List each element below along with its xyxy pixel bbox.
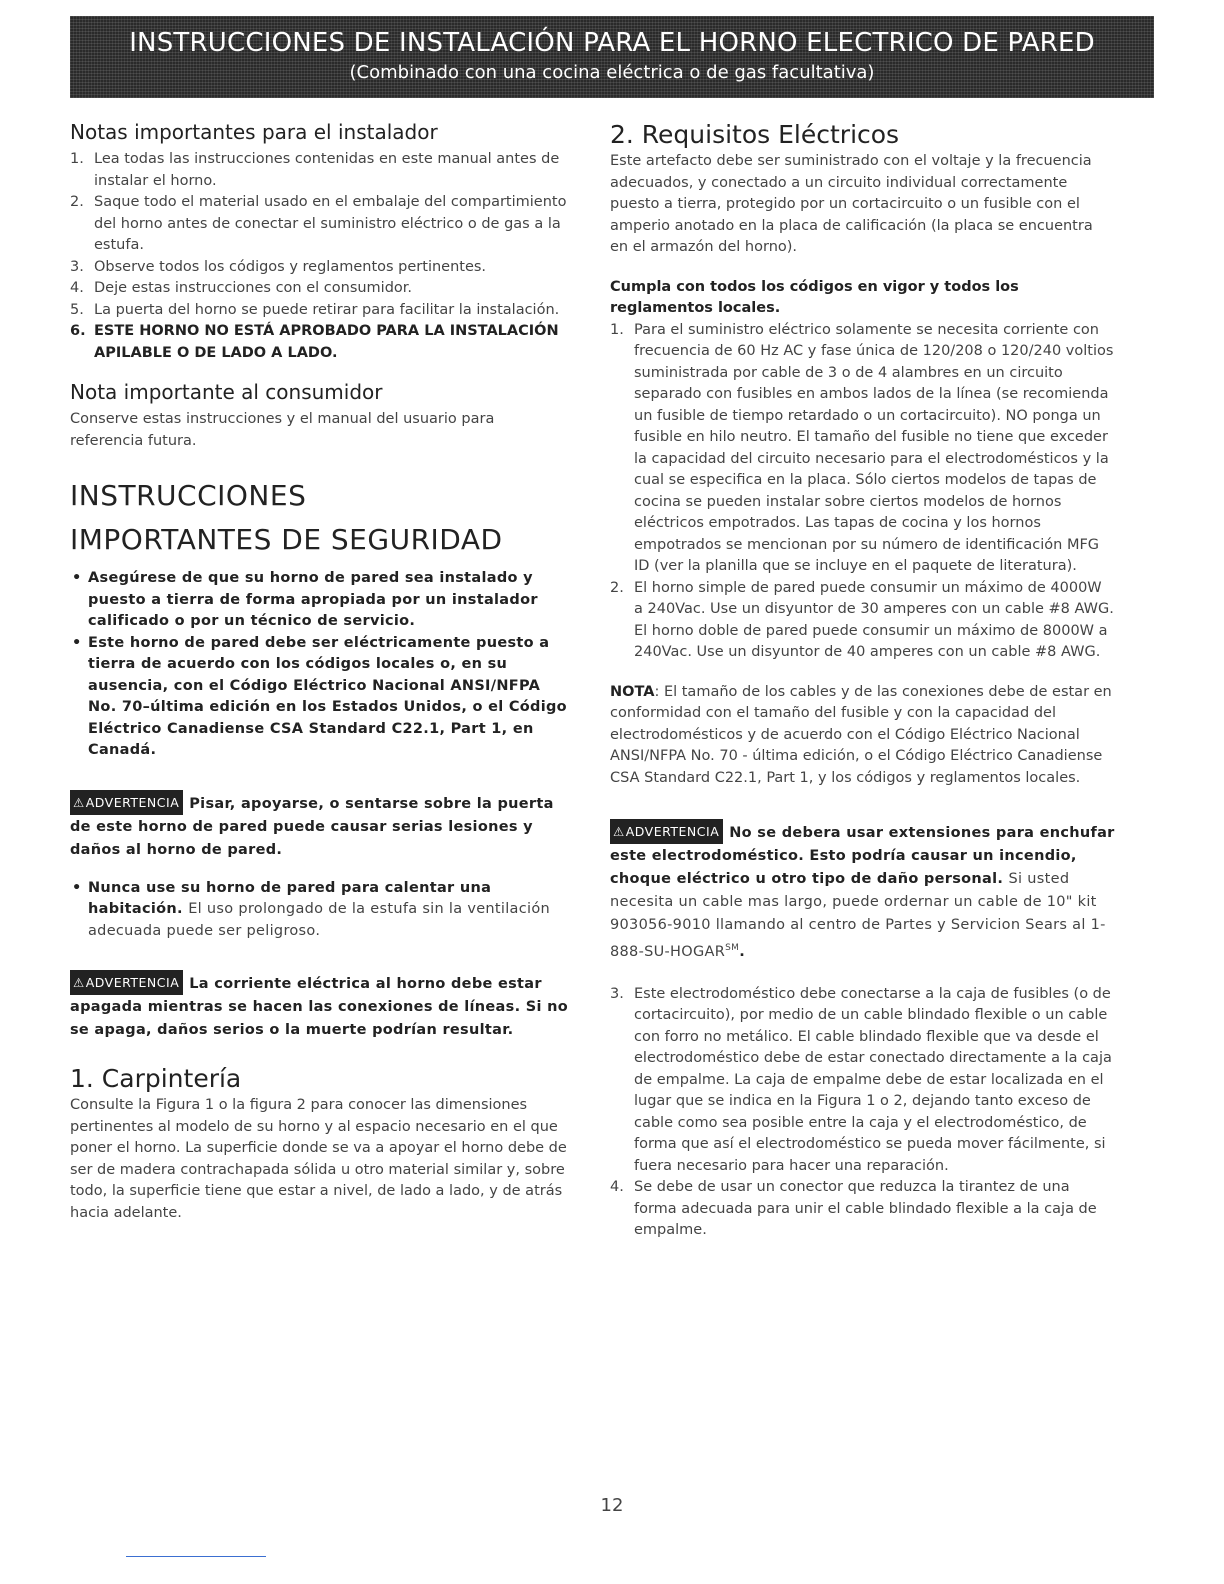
warning-triangle-icon: ⚠ bbox=[73, 975, 85, 990]
service-mark: SM bbox=[725, 943, 740, 953]
item-number: 1. bbox=[610, 321, 624, 338]
warning-triangle-icon: ⚠ bbox=[613, 824, 625, 839]
list-item bbox=[610, 1177, 1115, 1242]
bullet-icon: • bbox=[72, 634, 82, 651]
warning-badge bbox=[610, 819, 723, 844]
warning-text: No se debera usar extensiones para enchufar este electrodoméstico. Esto podría causar un incendio, choque eléctrico u otro tipo de daño personal. bbox=[610, 825, 1115, 887]
list-item bbox=[70, 192, 570, 257]
electrical-list-a bbox=[610, 320, 1115, 664]
warning-paragraph bbox=[70, 970, 570, 1042]
item-number: 4. bbox=[70, 280, 84, 296]
bullet-text: Este horno de pared debe ser eléctricamente puesto a tierra de acuerdo con los códigos locales o, en su ausencia, con el Código Eléctrico Nacional ANSI/NFPA No. 70–última edición en los Estados Unidos, o el Código Eléctrico Canadiense CSA Standard C22.1, Part 1, en Canadá. bbox=[88, 634, 567, 758]
item-number: 1. bbox=[70, 151, 84, 167]
item-text: La puerta del horno se puede retirar para facilitar la instalación. bbox=[94, 301, 560, 318]
carpentry-heading: 1. Carpintería bbox=[70, 1064, 242, 1093]
warning-detail-text: Si usted necesita un cable mas largo, puede ordernar un cable de 10" kit 903056-9010 llamando al centro de Partes y Servicion Sears al 1-888-SU-HOGAR bbox=[610, 871, 1106, 960]
item-number: 5. bbox=[70, 301, 84, 318]
safety-title-line2: IMPORTANTES DE SEGURIDAD bbox=[70, 523, 503, 556]
consumer-note-heading: Nota importante al consumidor bbox=[70, 380, 383, 404]
warning-text: La corriente eléctrica al horno debe estar apagada mientras se hacen las conexiones de líneas. Si no se apaga, daños serios o la muerte podrían resultar. bbox=[70, 976, 568, 1038]
note-paragraph bbox=[610, 682, 1115, 790]
warning-paragraph bbox=[70, 790, 570, 862]
bullet-text: Asegúrese de que su horno de pared sea instalado y puesto a tierra de forma apropiada por un instalador calificado o por un técnico de servicio. bbox=[88, 570, 538, 629]
item-text: Saque todo el material usado en el embalaje del compartimiento del horno antes de conectar el suministro eléctrico o de gas a la estufa. bbox=[94, 194, 567, 253]
item-text: ESTE HORNO NO ESTÁ APROBADO PARA LA INSTALACIÓN APILABLE O DE LADO A LADO. bbox=[94, 323, 559, 361]
consumer-note-text: Conserve estas instrucciones y el manual del usuario para referencia futura. bbox=[70, 411, 495, 449]
electrical-list-b bbox=[610, 984, 1115, 1242]
list-item bbox=[70, 321, 570, 364]
list-item bbox=[610, 320, 1115, 578]
warning-badge bbox=[70, 970, 183, 995]
warning-badge-label: ADVERTENCIA bbox=[85, 794, 180, 810]
item-text: Para el suministro eléctrico solamente se necesita corriente con frecuencia de 60 Hz AC y fase única de 120/208 o 120/240 voltios suministrada por cable de 3 o de 4 alambres en un circuito separado con fusibles en ambos lados de la línea (se recomienda un fusible de tiempo retardado o un cortacircuito). NO ponga un fusible en hilo neutro. El tamaño del fusible no tiene que exceder la capacidad del circuito necesario para el electrodomésticos y la cual se especifica en la placa. Sólo ciertos modelos de tapas de cocina se pueden instalar sobre ciertos modelos de hornos eléctricos empotrados. Las tapas de cocina y los hornos empotrados se mencionan por su número de identificación MFG ID (ver la planilla que se incluye en el paquete de literatura). bbox=[634, 321, 1114, 574]
warning-badge bbox=[70, 790, 183, 815]
right-column bbox=[610, 120, 1115, 1242]
item-text: Lea todas las instrucciones contenidas en este manual antes de instalar el horno. bbox=[94, 151, 560, 189]
comply-statement: Cumpla con todos los códigos en vigor y todos los reglamentos locales. bbox=[610, 278, 1019, 316]
bullet-bold-text: Nunca use su horno de pared para calentar una habitación. bbox=[88, 879, 492, 917]
banner-title: INSTRUCCIONES DE INSTALACIÓN PARA EL HORNO ELECTRICO DE PARED bbox=[129, 28, 1095, 58]
title-banner bbox=[70, 16, 1154, 98]
footer-line bbox=[126, 1556, 266, 1557]
item-text: Se debe de usar un conector que reduzca la tirantez de una forma adecuada para unir el cable blindado flexible a la caja de empalme. bbox=[634, 1179, 1097, 1239]
list-item bbox=[70, 300, 570, 322]
note-text: : El tamaño de los cables y de las conexiones debe de estar en conformidad con el tamaño del fusible y con la capacidad del electrodomésticos y de acuerdo con el Código Eléctrico Nacional ANSI/NFPA No. 70 - última edición, o el Código Eléctrico Canadiense CSA Standard C22.1, Part 1, y los códigos y reglamentos locales. bbox=[610, 683, 1112, 786]
warning-badge-label: ADVERTENCIA bbox=[85, 975, 180, 990]
electrical-heading: 2. Requisitos Eléctricos bbox=[610, 120, 900, 149]
item-text: Deje estas instrucciones con el consumidor. bbox=[94, 280, 413, 296]
carpentry-text: Consulte la Figura 1 o la figura 2 para conocer las dimensiones pertinentes al modelo de su horno y al espacio necesario en el que poner el horno. La superficie donde se va a apoyar el horno debe de ser de madera contrachapada sólida u otro material similar y, sobre todo, la superficie tiene que estar a nivel, de lado a lado, y de atrás hacia adelante. bbox=[70, 1097, 567, 1221]
list-item bbox=[610, 578, 1115, 664]
list-item bbox=[610, 984, 1115, 1178]
warning-paragraph: ⚠ADVERTENCIA No se debera usar extensiones para enchufar este electrodoméstico. Esto podría causar un incendio, choque eléctrico u otro tipo de daño personal. Si usted necesita un cable mas largo, puede ordernar un cable de 10" kit 903056-9010 llamando al centro de Partes y Servicion Sears al 1-888-SU-HOGAR℠. bbox=[610, 819, 1115, 964]
page-number: 12 bbox=[600, 1495, 624, 1516]
safety-title bbox=[70, 474, 570, 562]
warning-text: Pisar, apoyarse, o sentarse sobre la puerta de este horno de pared puede causar serias lesiones y daños al horno de pared. bbox=[70, 795, 554, 858]
item-number: 3. bbox=[70, 258, 84, 275]
left-column bbox=[70, 120, 570, 1224]
safety-title-line1: INSTRUCCIONES bbox=[70, 479, 307, 512]
list-item bbox=[70, 278, 570, 300]
list-item bbox=[70, 149, 570, 192]
item-number: 3. bbox=[610, 985, 624, 1002]
warning-triangle-icon: ⚠ bbox=[73, 794, 85, 810]
installer-notes-heading: Notas importantes para el instalador bbox=[70, 120, 438, 144]
bullet-icon: • bbox=[72, 879, 82, 896]
safety-bullet bbox=[70, 878, 570, 943]
note-label: NOTA bbox=[610, 683, 655, 700]
installer-notes-list bbox=[70, 149, 570, 364]
item-text: Este electrodoméstico debe conectarse a la caja de fusibles (o de cortacircuito), por medio de un cable blindado flexible o un cable con forro no metálico. El cable blindado flexible que va desde el electrodoméstico debe de estar conectado directamente a la caja de empalme. La caja de empalme debe de estar localizada en el lugar que se indica en la Figura 1 o 2, dejando tanto exceso de cable como sea posible entre la caja y el electrodoméstico, de forma que así el electrodoméstico se pueda mover fácilmente, si fuera necesario para hacer una reparación. bbox=[634, 985, 1112, 1174]
item-text: Observe todos los códigos y reglamentos pertinentes. bbox=[94, 258, 487, 275]
bullet-icon: • bbox=[72, 570, 82, 586]
list-item bbox=[70, 257, 570, 279]
electrical-intro: Este artefacto debe ser suministrado con el voltaje y la frecuencia adecuados, y conectado a un circuito individual correctamente puesto a tierra, protegido por un cortacircuito o un fusible con el amperio anotado en la placa de calificación (la placa se encuentra en el armazón del horno). bbox=[610, 153, 1093, 255]
banner-subtitle: (Combinado con una cocina eléctrica o de gas facultativa) bbox=[349, 62, 875, 83]
item-number: 6. bbox=[70, 323, 86, 339]
item-number: 2. bbox=[70, 194, 84, 210]
safety-bullet bbox=[70, 568, 570, 633]
item-text: El horno simple de pared puede consumir un máximo de 4000W a 240Vac. Use un disyuntor de 30 amperes con un cable #8 AWG. El horno doble de pared puede consumir un máximo de 8000W a 240Vac. Use un disyuntor de 40 amperes con un cable #8 AWG. bbox=[634, 579, 1114, 660]
safety-bullet bbox=[70, 633, 570, 762]
item-number: 4. bbox=[610, 1179, 624, 1196]
item-number: 2. bbox=[610, 579, 624, 596]
bullet-text: El uso prolongado de la estufa sin la ventilación adecuada puede ser peligroso. bbox=[88, 901, 551, 939]
warning-badge-label: ADVERTENCIA bbox=[625, 824, 720, 839]
